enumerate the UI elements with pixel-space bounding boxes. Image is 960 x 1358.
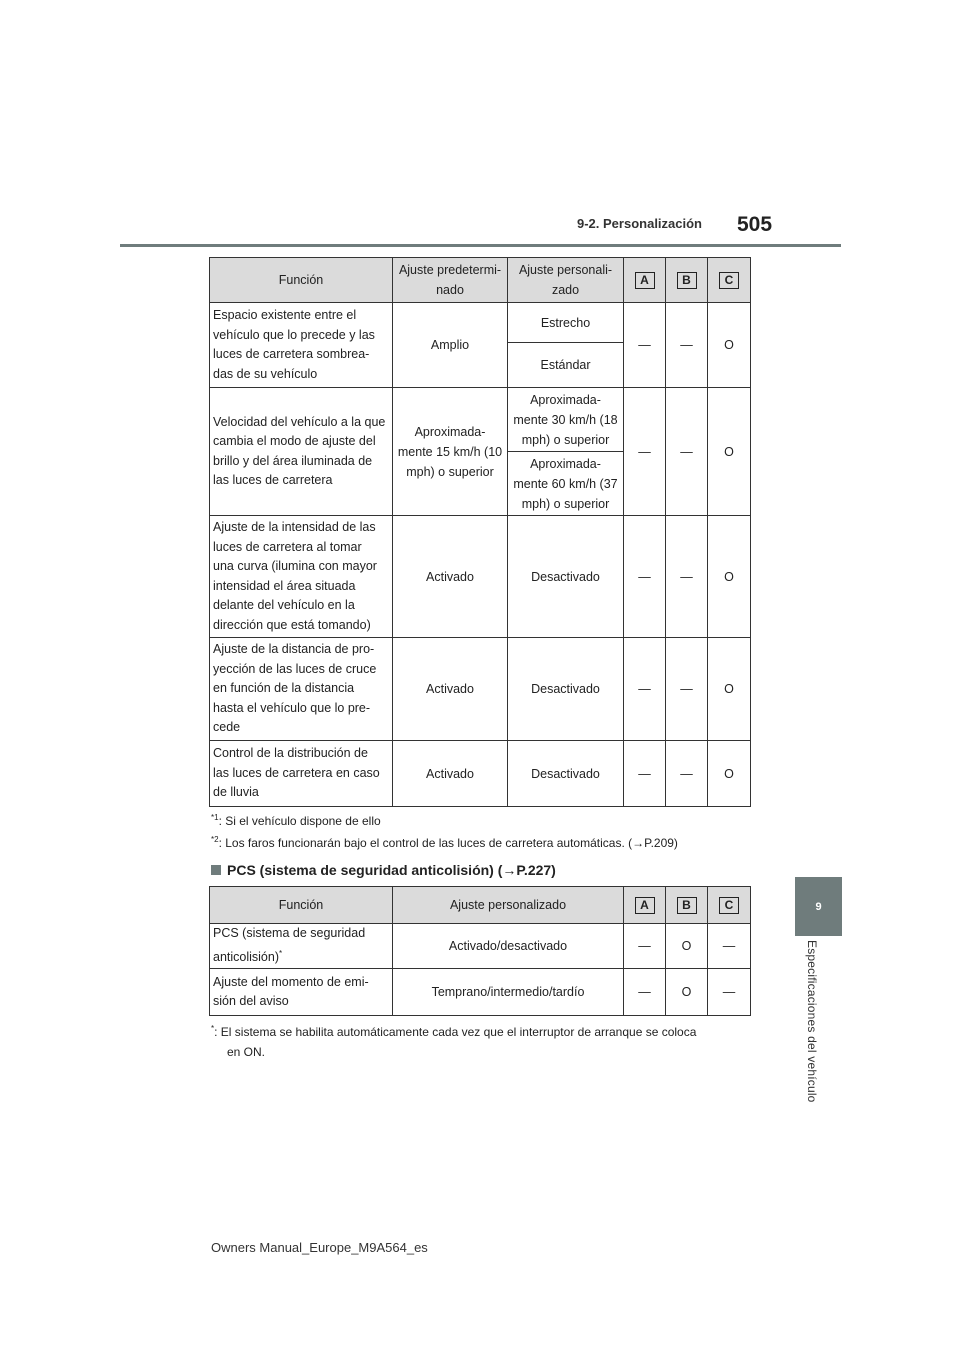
function-cell: Espacio existente entre el vehículo que lo precede y las luces de carretera sombrea- das de su vehículo: [210, 303, 393, 388]
a-cell: —: [624, 388, 666, 516]
table-row: [210, 924, 751, 969]
c-cell: —: [708, 924, 751, 969]
a-cell: —: [624, 516, 666, 638]
function-cell: Velocidad del vehículo a la que cambia el modo de ajuste del brillo y del área iluminada de las luces de carretera: [210, 388, 393, 516]
letter-b-icon: B: [677, 897, 697, 914]
customization-table-pcs: [209, 886, 751, 1016]
b-cell: —: [666, 516, 708, 638]
footnote-continuation: en ON.: [227, 1045, 266, 1059]
page-number: 505: [737, 213, 773, 236]
table-header-row: [210, 258, 751, 303]
b-cell: —: [666, 741, 708, 807]
custom-cell: Estrecho: [508, 303, 624, 343]
header-default: Ajuste predetermi- nado: [393, 258, 508, 303]
custom-cell: Aproximada- mente 30 km/h (18 mph) o superior: [508, 388, 624, 452]
a-cell: —: [624, 969, 666, 1016]
table-row: [210, 741, 751, 807]
a-cell: —: [624, 741, 666, 807]
header-custom: Ajuste personali- zado: [508, 258, 624, 303]
table-row: [210, 516, 751, 638]
chapter-tab: [795, 877, 842, 936]
c-cell: O: [708, 388, 751, 516]
a-cell: —: [624, 303, 666, 388]
section-heading: [211, 862, 556, 878]
table-row: [210, 638, 751, 741]
c-cell: O: [708, 303, 751, 388]
function-cell: Control de la distribución de las luces de carretera en caso de lluvia: [210, 741, 393, 807]
function-cell: [210, 924, 393, 969]
letter-a-icon: A: [635, 897, 655, 914]
section-heading-text: PCS (sistema de seguridad anticolisión) (→P.227): [227, 862, 556, 878]
section-title: 9-2. Personalización: [577, 216, 702, 231]
table-row: [210, 388, 751, 452]
default-cell: Activado: [393, 638, 508, 741]
default-cell: Activado: [393, 516, 508, 638]
custom-cell: Aproximada- mente 60 km/h (37 mph) o superior: [508, 452, 624, 516]
b-cell: —: [666, 638, 708, 741]
footer-document-id: Owners Manual_Europe_M9A564_es: [211, 1240, 428, 1255]
default-cell: Activado: [393, 741, 508, 807]
footnote: [211, 835, 678, 850]
b-cell: O: [666, 969, 708, 1016]
custom-cell: Desactivado: [508, 638, 624, 741]
function-cell: Ajuste de la distancia de pro- yección de las luces de cruce en función de la distancia hasta el vehículo que lo pre- cede: [210, 638, 393, 741]
header-rule: [120, 244, 841, 247]
function-cell: Ajuste de la intensidad de las luces de carretera al tomar una curva (ilumina con mayor intensidad el área situada delante del vehículo en la dirección que está tomando): [210, 516, 393, 638]
custom-cell: Estándar: [508, 343, 624, 388]
c-cell: O: [708, 516, 751, 638]
function-cell: Ajuste del momento de emi- sión del aviso: [210, 969, 393, 1016]
square-bullet-icon: [211, 865, 221, 875]
header-custom: Ajuste personalizado: [393, 887, 624, 924]
footnote: [211, 1024, 696, 1039]
footnote-text: : Si el vehículo dispone de ello: [218, 814, 381, 828]
letter-c-icon: C: [719, 897, 739, 914]
chapter-label: Especificaciones del vehículo: [805, 940, 819, 1103]
footnote-mark: *: [279, 948, 283, 958]
footnote-mark: *2: [211, 835, 219, 844]
b-cell: O: [666, 924, 708, 969]
a-cell: —: [624, 638, 666, 741]
custom-cell: Desactivado: [508, 516, 624, 638]
custom-cell: Desactivado: [508, 741, 624, 807]
c-cell: O: [708, 741, 751, 807]
custom-cell: Temprano/intermedio/tardío: [393, 969, 624, 1016]
footnote-text: : Los faros funcionarán bajo el control de las luces de carretera automáticas. (→P.209): [218, 836, 678, 850]
letter-a-icon: A: [635, 272, 655, 289]
a-cell: —: [624, 924, 666, 969]
footnote-mark: *1: [211, 813, 219, 822]
table-row: [210, 303, 751, 343]
table-row: [210, 969, 751, 1016]
function-text: PCS (sistema de seguridad anticolisión): [213, 926, 366, 965]
footnote: [211, 813, 381, 828]
footnote-text: : El sistema se habilita automáticamente cada vez que el interruptor de arranque se coloca: [214, 1025, 697, 1039]
footnote-mark: *: [211, 1024, 215, 1033]
letter-c-icon: C: [719, 272, 739, 289]
header-function: Función: [210, 887, 393, 924]
customization-table-lights: [209, 257, 751, 807]
c-cell: —: [708, 969, 751, 1016]
default-cell: Amplio: [393, 303, 508, 388]
default-cell: Aproximada- mente 15 km/h (10 mph) o superior: [393, 388, 508, 516]
header-function: Función: [210, 258, 393, 303]
b-cell: —: [666, 388, 708, 516]
custom-cell: Activado/desactivado: [393, 924, 624, 969]
letter-b-icon: B: [677, 272, 697, 289]
table-header-row: [210, 887, 751, 924]
b-cell: —: [666, 303, 708, 388]
c-cell: O: [708, 638, 751, 741]
chapter-number: 9: [815, 900, 822, 913]
